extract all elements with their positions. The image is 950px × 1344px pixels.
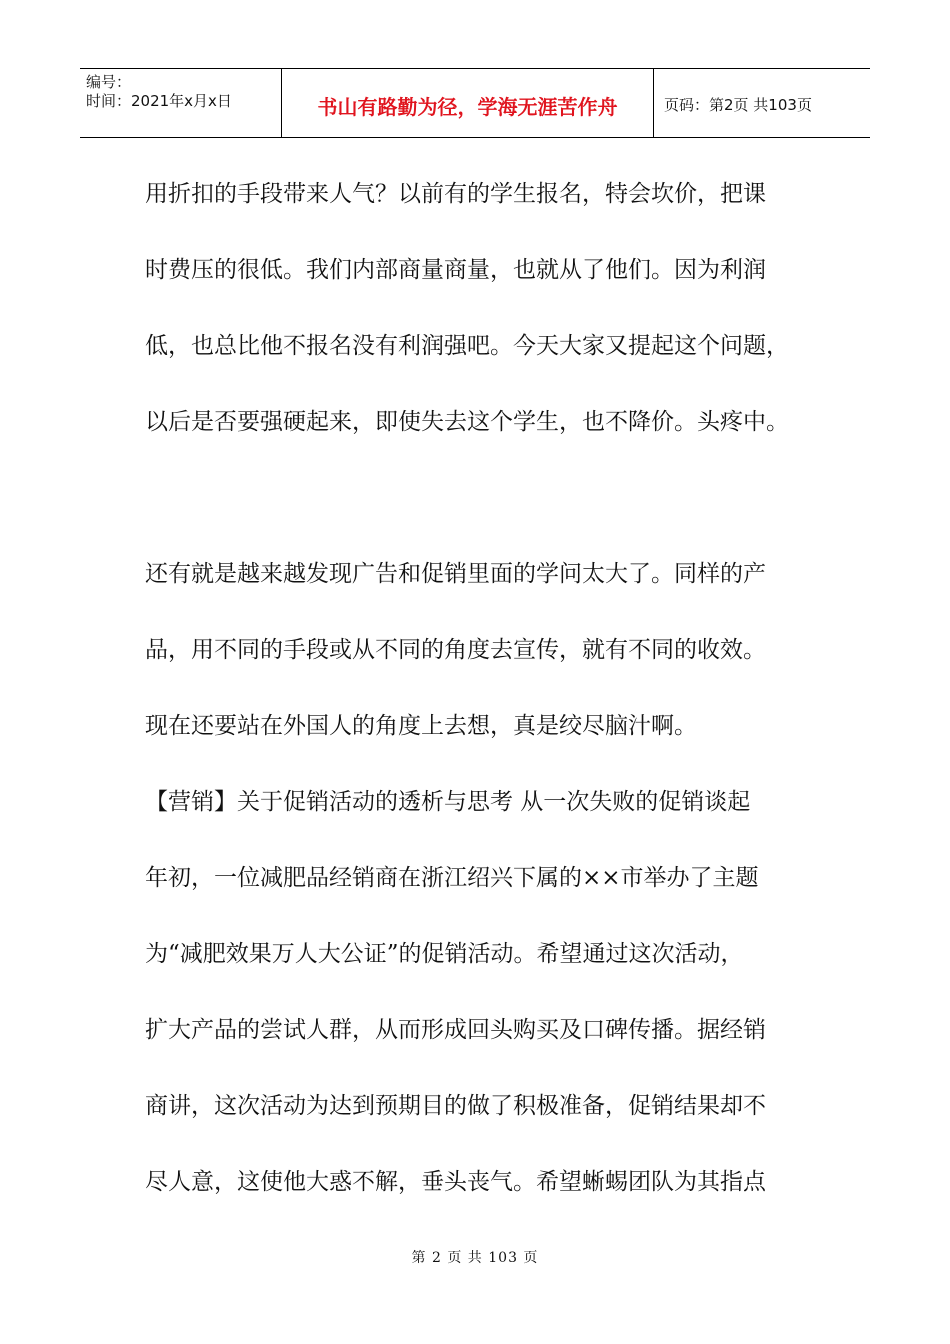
body-line: 尽人意，这使他大惑不解，垂头丧气。希望蜥蜴团队为其指点 bbox=[145, 1169, 766, 1195]
header-date: 时间：2021年x月x日 bbox=[86, 92, 232, 110]
body-line: 还有就是越来越发现广告和促销里面的学问太大了。同样的产 bbox=[145, 561, 766, 587]
page-footer: 第 2 页 共 103 页 bbox=[411, 1250, 539, 1266]
body-line: 年初，一位减肥品经销商在浙江绍兴下属的××市举办了主题 bbox=[145, 865, 759, 891]
body-line: 时费压的很低。我们内部商量商量，也就从了他们。因为利润 bbox=[145, 257, 766, 283]
body-line: 扩大产品的尝试人群，从而形成回头购买及口碑传播。据经销 bbox=[145, 1017, 766, 1043]
header-motto: 书山有路勤为径，学海无涯苦作舟 bbox=[282, 69, 654, 137]
document-header bbox=[80, 68, 870, 138]
body-line: 以后是否要强硬起来，即使失去这个学生，也不降价。头疼中。 bbox=[145, 409, 789, 435]
header-meta bbox=[80, 69, 282, 137]
body-line: 商讲，这次活动为达到预期目的做了积极准备，促销结果却不 bbox=[145, 1093, 766, 1119]
header-page-info: 页码：第2页 共103页 bbox=[664, 95, 812, 114]
body-line: 用折扣的手段带来人气？以前有的学生报名，特会坎价，把课 bbox=[145, 181, 766, 207]
document-body bbox=[145, 172, 825, 1236]
header-id-label: 编号： bbox=[86, 73, 132, 91]
body-line: 为“减肥效果万人大公证”的促销活动。希望通过这次活动， bbox=[145, 941, 744, 967]
body-line: 品，用不同的手段或从不同的角度去宣传，就有不同的收效。 bbox=[145, 637, 766, 663]
body-line: 现在还要站在外国人的角度上去想，真是绞尽脑汁啊。 bbox=[145, 713, 697, 739]
body-line: 低，也总比他不报名没有利润强吧。今天大家又提起这个问题， bbox=[145, 333, 789, 359]
paragraph-spacer bbox=[145, 476, 825, 552]
body-line: 【营销】关于促销活动的透析与思考 从一次失败的促销谈起 bbox=[145, 789, 751, 815]
